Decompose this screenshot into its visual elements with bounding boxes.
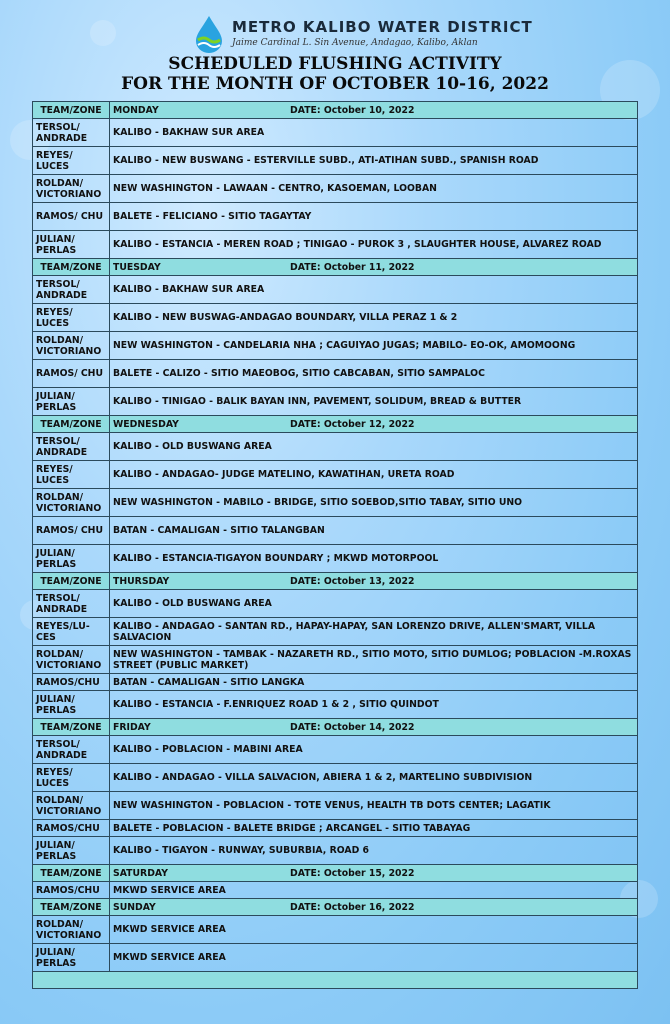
- area-cell: KALIBO - BAKHAW SUR AREA: [110, 276, 638, 304]
- day-cell: [110, 259, 638, 276]
- day-name: MONDAY: [113, 104, 159, 116]
- team-cell: ROLDAN/ VICTORIANO: [33, 489, 110, 517]
- team-zone-header: TEAM/ZONE: [33, 899, 110, 916]
- team-cell: RAMOS/CHU: [33, 820, 110, 837]
- day-date: DATE: October 12, 2022: [290, 418, 415, 430]
- team-cell: RAMOS/ CHU: [33, 203, 110, 231]
- schedule-row: [33, 276, 638, 304]
- page-header: [0, 8, 670, 100]
- schedule-row: [33, 792, 638, 820]
- area-cell: NEW WASHINGTON - MABILO - BRIDGE, SITIO SOEBOD,SITIO TABAY, SITIO UNO: [110, 489, 638, 517]
- area-cell: MKWD SERVICE AREA: [110, 916, 638, 944]
- schedule-row: [33, 545, 638, 573]
- team-cell: RAMOS/CHU: [33, 882, 110, 899]
- team-zone-header: TEAM/ZONE: [33, 573, 110, 590]
- schedule-row: [33, 388, 638, 416]
- team-cell: REYES/ LUCES: [33, 304, 110, 332]
- day-header-row: [33, 259, 638, 276]
- area-cell: KALIBO - NEW BUSWAG-ANDAGAO BOUNDARY, VILLA PERAZ 1 & 2: [110, 304, 638, 332]
- team-cell: REYES/ LUCES: [33, 764, 110, 792]
- schedule-row: [33, 618, 638, 646]
- team-cell: REYES/ LUCES: [33, 147, 110, 175]
- schedule-row: [33, 736, 638, 764]
- day-header-row: [33, 573, 638, 590]
- schedule-row: [33, 882, 638, 899]
- day-header-row: [33, 719, 638, 736]
- schedule-row: [33, 175, 638, 203]
- schedule-row: [33, 820, 638, 837]
- area-cell: NEW WASHINGTON - LAWAAN - CENTRO, KASOEMAN, LOOBAN: [110, 175, 638, 203]
- team-cell: RAMOS/CHU: [33, 674, 110, 691]
- schedule-row: [33, 646, 638, 674]
- team-cell: JULIAN/ PERLAS: [33, 388, 110, 416]
- area-cell: KALIBO - TIGAYON - RUNWAY, SUBURBIA, ROAD 6: [110, 837, 638, 865]
- team-cell: JULIAN/ PERLAS: [33, 837, 110, 865]
- schedule-row: [33, 433, 638, 461]
- area-cell: KALIBO - ESTANCIA - F.ENRIQUEZ ROAD 1 & 2 , SITIO QUINDOT: [110, 691, 638, 719]
- schedule-row: [33, 147, 638, 175]
- day-date: DATE: October 13, 2022: [290, 575, 415, 587]
- team-cell: RAMOS/ CHU: [33, 517, 110, 545]
- day-date: DATE: October 10, 2022: [290, 104, 415, 116]
- table-footer-cell: [33, 972, 638, 989]
- team-cell: REYES/ LUCES: [33, 461, 110, 489]
- day-cell: [110, 102, 638, 119]
- area-cell: NEW WASHINGTON - TAMBAK - NAZARETH RD., SITIO MOTO, SITIO DUMLOG; POBLACION -M.ROXAS STREET (PUBLIC MARKET): [110, 646, 638, 674]
- team-cell: ROLDAN/ VICTORIANO: [33, 175, 110, 203]
- area-cell: KALIBO - ESTANCIA-TIGAYON BOUNDARY ; MKWD MOTORPOOL: [110, 545, 638, 573]
- area-cell: BALETE - FELICIANO - SITIO TAGAYTAY: [110, 203, 638, 231]
- schedule-row: [33, 916, 638, 944]
- schedule-row: [33, 590, 638, 618]
- day-name: THURSDAY: [113, 575, 170, 587]
- team-cell: JULIAN/ PERLAS: [33, 691, 110, 719]
- day-header-row: [33, 102, 638, 119]
- day-header-row: [33, 899, 638, 916]
- area-cell: KALIBO - TINIGAO - BALIK BAYAN INN, PAVEMENT, SOLIDUM, BREAD & BUTTER: [110, 388, 638, 416]
- day-name: TUESDAY: [113, 261, 161, 273]
- area-cell: BATAN - CAMALIGAN - SITIO TALANGBAN: [110, 517, 638, 545]
- organization-address: Jaime Cardinal L. Sin Avenue, Andagao, Kalibo, Aklan: [232, 38, 478, 48]
- area-cell: NEW WASHINGTON - POBLACION - TOTE VENUS, HEALTH TB DOTS CENTER; LAGATIK: [110, 792, 638, 820]
- schedule-row: [33, 674, 638, 691]
- area-cell: KALIBO - ANDAGAO- JUDGE MATELINO, KAWATIHAN, URETA ROAD: [110, 461, 638, 489]
- flushing-schedule-table: [32, 101, 638, 989]
- day-header-row: [33, 865, 638, 882]
- day-date: DATE: October 14, 2022: [290, 721, 415, 733]
- area-cell: KALIBO - ANDAGAO - SANTAN RD., HAPAY-HAPAY, SAN LORENZO DRIVE, ALLEN'SMART, VILLA SALVACION: [110, 618, 638, 646]
- team-cell: REYES/LU- CES: [33, 618, 110, 646]
- schedule-row: [33, 360, 638, 388]
- area-cell: NEW WASHINGTON - CANDELARIA NHA ; CAGUIYAO JUGAS; MABILO- EO-OK, AMOMOONG: [110, 332, 638, 360]
- area-cell: KALIBO - OLD BUSWANG AREA: [110, 433, 638, 461]
- team-cell: TERSOL/ ANDRADE: [33, 433, 110, 461]
- schedule-row: [33, 304, 638, 332]
- organization-name: METRO KALIBO WATER DISTRICT: [232, 18, 533, 36]
- team-cell: ROLDAN/ VICTORIANO: [33, 792, 110, 820]
- area-cell: BALETE - POBLACION - BALETE BRIDGE ; ARCANGEL - SITIO TABAYAG: [110, 820, 638, 837]
- page-title: SCHEDULED FLUSHING ACTIVITY: [168, 54, 502, 74]
- team-cell: JULIAN/ PERLAS: [33, 545, 110, 573]
- schedule-row: [33, 203, 638, 231]
- schedule-row: [33, 517, 638, 545]
- day-name: SUNDAY: [113, 901, 156, 913]
- area-cell: KALIBO - ESTANCIA - MEREN ROAD ; TINIGAO - PUROK 3 , SLAUGHTER HOUSE, ALVAREZ ROAD: [110, 231, 638, 259]
- day-cell: [110, 573, 638, 590]
- team-zone-header: TEAM/ZONE: [33, 865, 110, 882]
- team-cell: ROLDAN/ VICTORIANO: [33, 332, 110, 360]
- water-drop-logo-icon: [192, 14, 226, 54]
- page-subtitle: FOR THE MONTH OF OCTOBER 10-16, 2022: [121, 74, 549, 94]
- area-cell: KALIBO - OLD BUSWANG AREA: [110, 590, 638, 618]
- team-cell: ROLDAN/ VICTORIANO: [33, 646, 110, 674]
- day-date: DATE: October 16, 2022: [290, 901, 415, 913]
- schedule-row: [33, 332, 638, 360]
- day-date: DATE: October 11, 2022: [290, 261, 415, 273]
- table-footer-row: [33, 972, 638, 989]
- team-zone-header: TEAM/ZONE: [33, 259, 110, 276]
- day-cell: [110, 899, 638, 916]
- day-cell: [110, 719, 638, 736]
- area-cell: BALETE - CALIZO - SITIO MAEOBOG, SITIO CABCABAN, SITIO SAMPALOC: [110, 360, 638, 388]
- schedule-row: [33, 119, 638, 147]
- schedule-row: [33, 764, 638, 792]
- team-zone-header: TEAM/ZONE: [33, 416, 110, 433]
- day-cell: [110, 865, 638, 882]
- team-cell: TERSOL/ ANDRADE: [33, 119, 110, 147]
- schedule-row: [33, 489, 638, 517]
- team-cell: TERSOL/ ANDRADE: [33, 276, 110, 304]
- team-cell: TERSOL/ ANDRADE: [33, 736, 110, 764]
- team-zone-header: TEAM/ZONE: [33, 719, 110, 736]
- day-name: FRIDAY: [113, 721, 151, 733]
- area-cell: MKWD SERVICE AREA: [110, 944, 638, 972]
- team-cell: JULIAN/ PERLAS: [33, 944, 110, 972]
- schedule-row: [33, 944, 638, 972]
- area-cell: KALIBO - BAKHAW SUR AREA: [110, 119, 638, 147]
- team-cell: JULIAN/ PERLAS: [33, 231, 110, 259]
- day-date: DATE: October 15, 2022: [290, 867, 415, 879]
- schedule-row: [33, 231, 638, 259]
- area-cell: BATAN - CAMALIGAN - SITIO LANGKA: [110, 674, 638, 691]
- team-cell: RAMOS/ CHU: [33, 360, 110, 388]
- area-cell: KALIBO - ANDAGAO - VILLA SALVACION, ABIERA 1 & 2, MARTELINO SUBDIVISION: [110, 764, 638, 792]
- day-cell: [110, 416, 638, 433]
- schedule-row: [33, 461, 638, 489]
- area-cell: KALIBO - POBLACION - MABINI AREA: [110, 736, 638, 764]
- team-zone-header: TEAM/ZONE: [33, 102, 110, 119]
- team-cell: TERSOL/ ANDRADE: [33, 590, 110, 618]
- day-name: WEDNESDAY: [113, 418, 179, 430]
- team-cell: ROLDAN/ VICTORIANO: [33, 916, 110, 944]
- day-name: SATURDAY: [113, 867, 168, 879]
- area-cell: KALIBO - NEW BUSWANG - ESTERVILLE SUBD., ATI-ATIHAN SUBD., SPANISH ROAD: [110, 147, 638, 175]
- area-cell: MKWD SERVICE AREA: [110, 882, 638, 899]
- schedule-row: [33, 837, 638, 865]
- day-header-row: [33, 416, 638, 433]
- schedule-row: [33, 691, 638, 719]
